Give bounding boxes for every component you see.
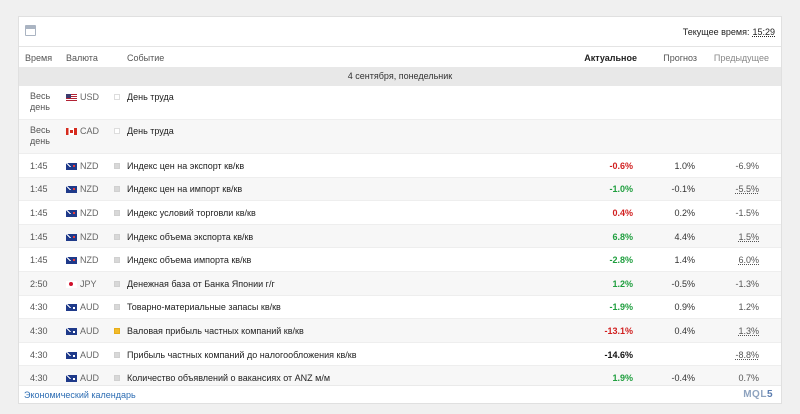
event-time: Весь день [30,91,51,112]
actual-value: 1.9% [612,373,633,384]
table-row[interactable] [19,272,781,296]
au-flag-icon [66,304,77,311]
actual-value: -1.9% [609,302,633,313]
au-flag-icon [66,328,77,335]
column-header-time: Время [25,53,53,63]
column-header-actual: Актуальное [584,53,637,63]
column-header-forecast: Прогноз [663,53,697,63]
previous-value[interactable]: 1.5% [738,231,759,242]
actual-value: -2.8% [609,255,633,266]
forecast-value: 0.2% [674,207,695,218]
jp-flag-icon [66,281,77,288]
nz-flag-icon [66,257,77,264]
table-row[interactable] [19,225,781,249]
event-currency: AUD [80,349,100,360]
column-header-event: Событие [127,53,165,63]
event-time: 1:45 [30,160,48,171]
previous-value[interactable]: -5.5% [735,184,759,195]
economic-calendar-widget [18,16,782,404]
event-time: 1:45 [30,255,48,266]
event-time: 4:30 [30,349,48,360]
event-time: 2:50 [30,278,48,289]
importance-indicator-icon [114,257,120,263]
table-row[interactable] [19,296,781,320]
actual-value: -13.1% [604,325,633,336]
event-name[interactable]: Денежная база от Банка Японии г/г [127,278,275,289]
importance-indicator-icon [114,281,120,287]
event-currency: NZD [80,160,99,171]
au-flag-icon [66,352,77,359]
importance-indicator-icon [114,304,120,310]
event-name[interactable]: Индекс объема импорта кв/кв [127,255,252,266]
mql5-logo[interactable] [743,389,773,400]
importance-indicator-icon [114,128,120,134]
forecast-value: -0.1% [671,184,695,195]
previous-value: -1.3% [735,278,759,289]
us-flag-icon [66,94,77,101]
current-time-value[interactable]: 15:29 [752,27,775,37]
actual-value: -14.6% [604,349,633,360]
actual-value: 0.4% [612,207,633,218]
event-currency: NZD [80,255,99,266]
forecast-value: 4.4% [674,231,695,242]
date-group-header: 4 сентября, понедельник [19,67,781,86]
previous-value[interactable]: 1.3% [738,325,759,336]
event-name[interactable]: Индекс цен на импорт кв/кв [127,184,243,195]
importance-indicator-icon [114,352,120,358]
actual-value: -1.0% [609,184,633,195]
table-header [19,46,781,66]
importance-indicator-icon [114,328,120,334]
importance-indicator-icon [114,375,120,381]
event-currency: AUD [80,302,100,313]
previous-value: -6.9% [735,160,759,171]
mql5-logo-text: MQL [743,389,767,400]
event-currency: AUD [80,325,100,336]
widget-toolbar [19,17,781,45]
nz-flag-icon [66,210,77,217]
table-row[interactable] [19,120,781,154]
forecast-value: 0.9% [674,302,695,313]
event-currency: NZD [80,184,99,195]
forecast-value: -0.5% [671,278,695,289]
nz-flag-icon [66,163,77,170]
forecast-value: 1.0% [674,160,695,171]
importance-indicator-icon [114,94,120,100]
table-row[interactable] [19,178,781,202]
economic-calendar-link[interactable]: Экономический календарь [24,390,136,400]
event-name[interactable]: Индекс цен на экспорт кв/кв [127,160,245,171]
importance-indicator-icon [114,186,120,192]
event-name[interactable]: Количество объявлений о вакансиях от ANZ м/м [127,373,331,384]
event-name[interactable]: Индекс объема экспорта кв/кв [127,231,254,242]
event-time: 1:45 [30,184,48,195]
event-currency: NZD [80,207,99,218]
event-time: 4:30 [30,302,48,313]
event-currency: USD [80,92,100,102]
au-flag-icon [66,375,77,382]
table-row[interactable] [19,319,781,343]
table-row[interactable] [19,343,781,367]
previous-value: -1.5% [735,207,759,218]
event-currency: CAD [80,126,100,136]
mql5-logo-digit: 5 [766,389,773,400]
nz-flag-icon [66,186,77,193]
previous-value: 0.7% [738,373,759,384]
forecast-value: 1.4% [674,255,695,266]
current-time [683,27,775,37]
importance-indicator-icon [114,163,120,169]
table-row[interactable] [19,154,781,178]
event-name[interactable]: Индекс условий торговли кв/кв [127,207,256,218]
column-header-currency: Валюта [66,53,98,63]
actual-value: -0.6% [609,160,633,171]
nz-flag-icon [66,234,77,241]
actual-value: 1.2% [612,278,633,289]
event-name[interactable]: Валовая прибыль частных компаний кв/кв [127,325,304,336]
importance-indicator-icon [114,234,120,240]
current-time-label: Текущее время: [682,27,750,37]
forecast-value: 0.4% [674,325,695,336]
widget-footer [19,385,781,403]
event-name[interactable]: День труда [127,126,174,136]
previous-value: 1.2% [738,302,759,313]
previous-value[interactable]: -8.8% [735,349,759,360]
table-row[interactable] [19,248,781,272]
ca-flag-icon [66,128,77,135]
event-time: 4:30 [30,373,48,384]
event-currency: JPY [80,278,97,289]
importance-indicator-icon [114,210,120,216]
event-time: 1:45 [30,231,48,242]
event-name[interactable]: Товарно-материальные запасы кв/кв [127,302,281,313]
event-time: 1:45 [30,207,48,218]
table-row[interactable] [19,86,781,120]
column-header-previous: Предыдущее [713,53,769,63]
event-currency: NZD [80,231,99,242]
actual-value: 6.8% [612,231,633,242]
event-currency: AUD [80,373,100,384]
event-name[interactable]: День труда [127,92,174,102]
table-row[interactable] [19,201,781,225]
forecast-value: -0.4% [671,373,695,384]
calendar-icon[interactable] [25,25,36,36]
event-time: Весь день [30,125,51,146]
previous-value[interactable]: 6.0% [738,255,759,266]
event-name[interactable]: Прибыль частных компаний до налогообложения кв/кв [127,349,357,360]
event-time: 4:30 [30,325,48,336]
